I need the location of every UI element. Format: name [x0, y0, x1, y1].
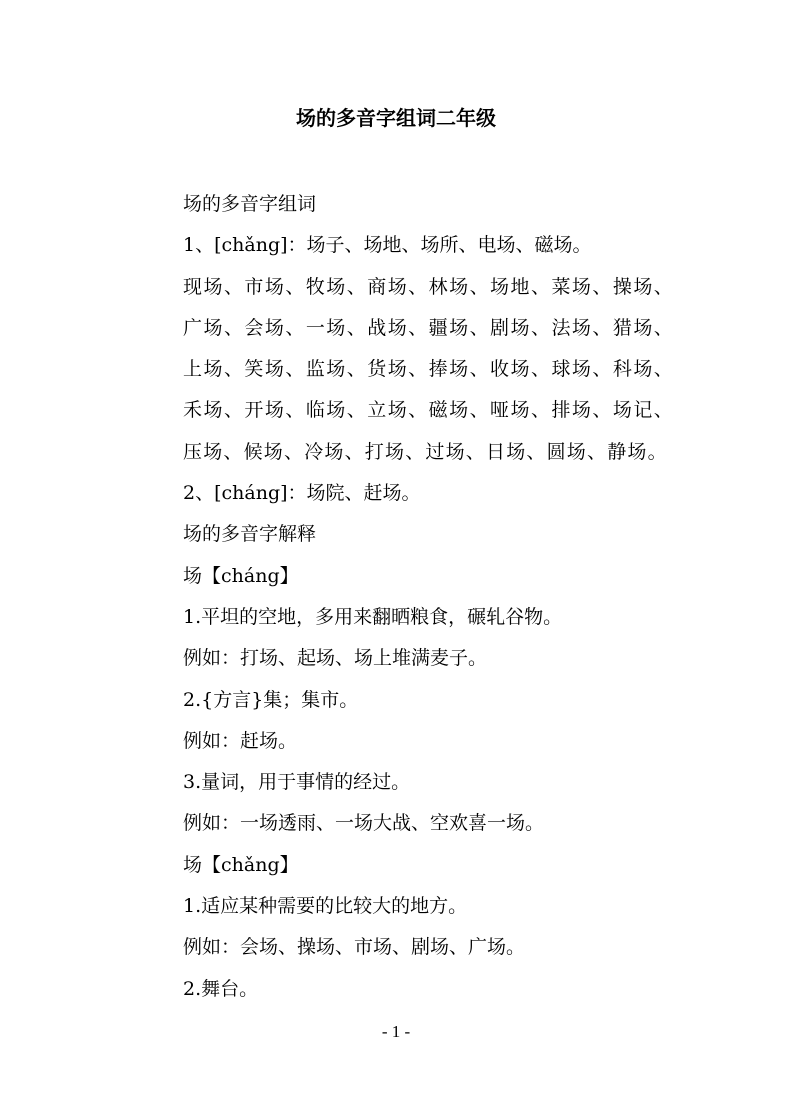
entry-heading-chang2: 场【cháng】: [183, 564, 299, 587]
definition-item: 1.平坦的空地，多用来翻晒粮食，碾轧谷物。: [183, 605, 563, 628]
definition-item: 2.{方言}集；集市。: [183, 688, 359, 711]
definition-item: 3.量词，用于事情的经过。: [183, 771, 411, 794]
page-number: - 1 -: [381, 1022, 411, 1041]
paragraph-chang2-compounds: 2、[cháng]：场院、赶场。: [183, 482, 421, 505]
example-item: 例如：打场、起场、场上堆满麦子。: [183, 647, 488, 670]
paragraph-chang3-compounds: 1、[chǎng]：场子、场地、场所、电场、磁场。: [183, 234, 592, 257]
definition-item: 1.适应某种需要的比较大的地方。: [183, 895, 468, 918]
paragraph-word-list: 现场、市场、牧场、商场、林场、场地、菜场、操场、广场、会场、一场、战场、疆场、剧场、法场、猎场、上场、笑场、监场、货场、捧场、收场、球场、科场、禾场、开场、临场、立场、磁场、哑场、排场、场记、压场、候场、冷场、打场、过场、日场、圆场、静场。: [183, 275, 674, 463]
definition-item: 2.舞台。: [183, 977, 259, 1000]
example-item: 例如：会场、操场、市场、剧场、广场。: [183, 936, 526, 959]
example-item: 例如：赶场。: [183, 729, 298, 752]
document-body: [122, 184, 674, 1010]
section-heading-definitions: 场的多音字解释: [183, 523, 317, 546]
section-heading-compounds: 场的多音字组词: [183, 193, 317, 215]
entry-heading-chang3: 场【chǎng】: [183, 853, 299, 876]
example-item: 例如：一场透雨、一场大战、空欢喜一场。: [183, 812, 545, 835]
document-title: 场的多音字组词二年级: [296, 106, 496, 130]
